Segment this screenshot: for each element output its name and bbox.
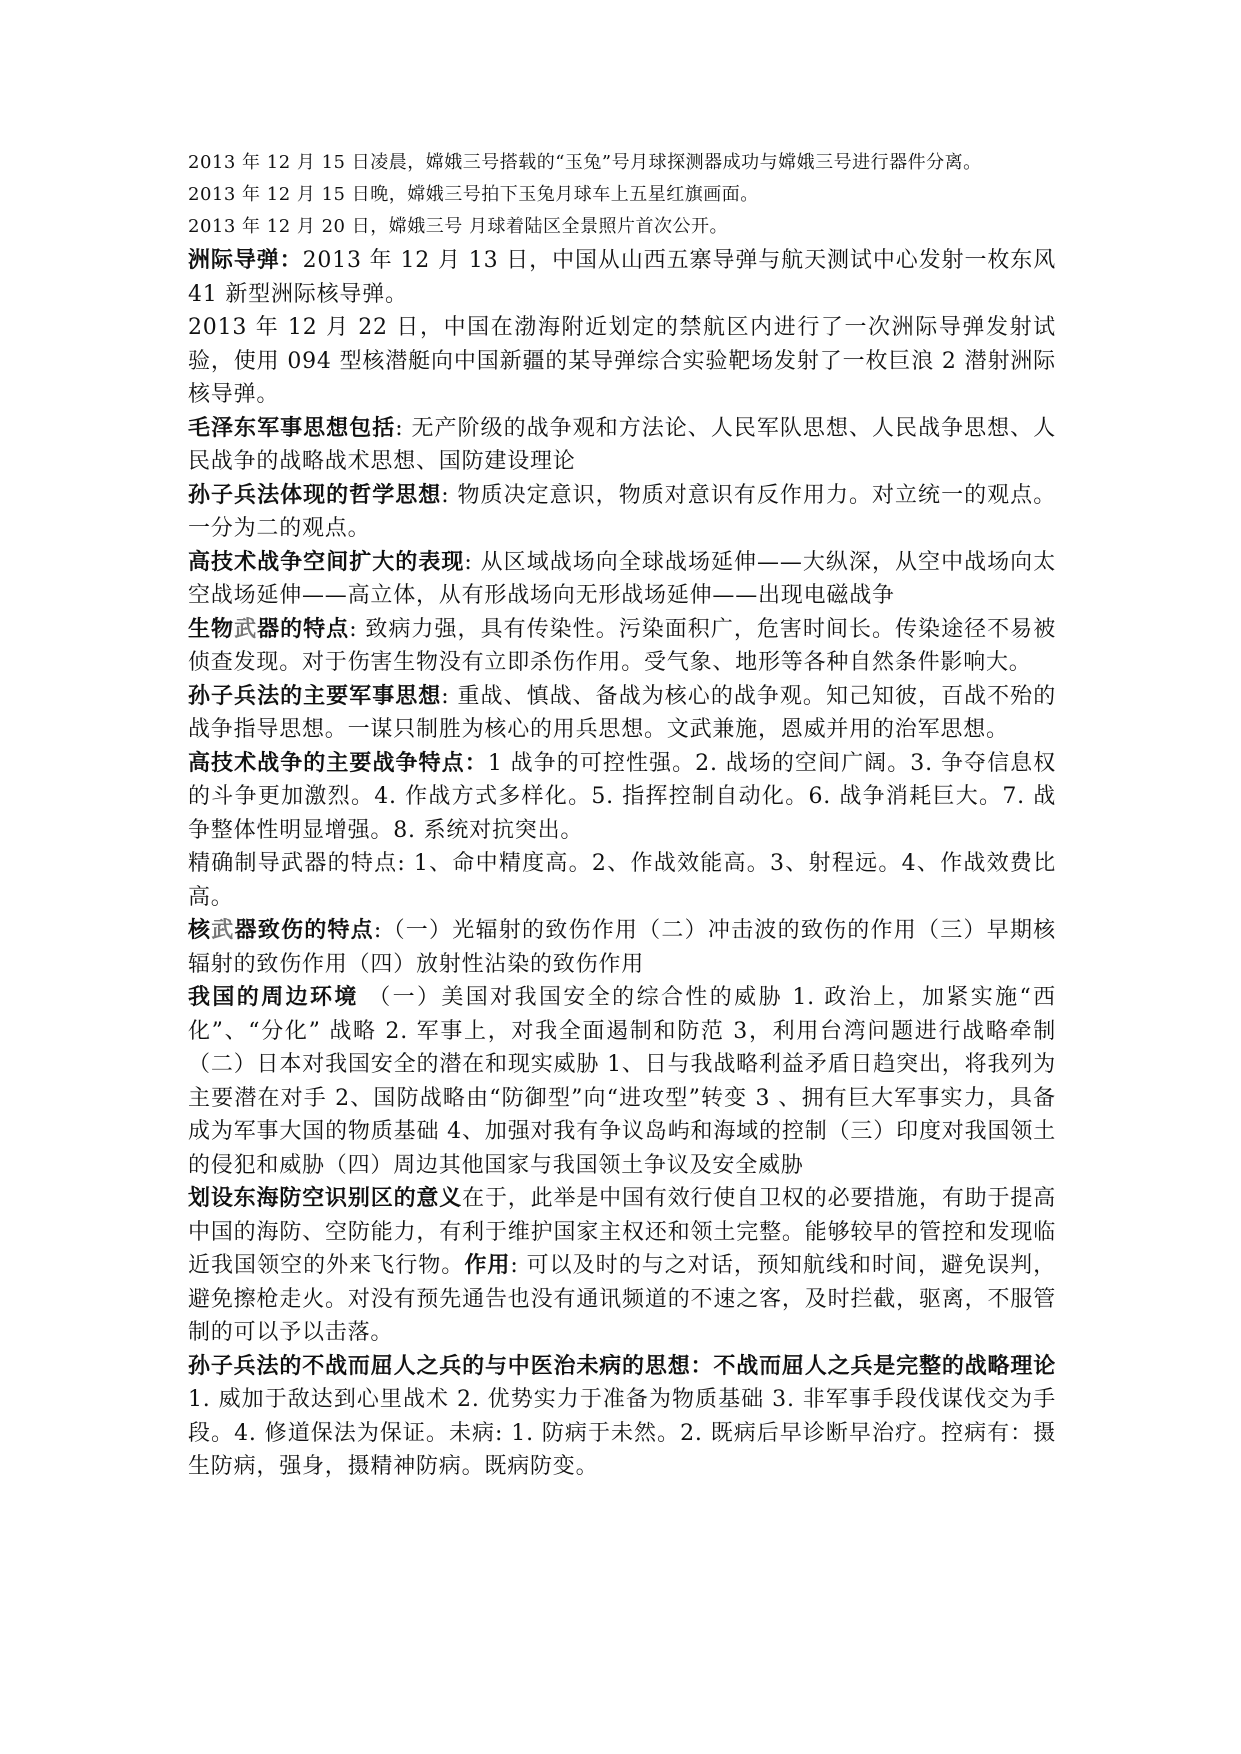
heading-part: 生物: [188, 616, 235, 642]
paragraph-icbm: [188, 244, 1056, 311]
document-page: [188, 148, 1056, 1484]
paragraph-heading: 孙子兵法的主要军事思想: [188, 683, 442, 709]
paragraph-text: : 致病力强，具有传染性。污染面积广，危害时间长。传染途径不易被侦查发现。对于伤害生物没有立即杀伤作用。受气象、地形等各种自然条件影响大。: [188, 616, 1056, 675]
paragraph-chang-e-flag-photo: [188, 180, 1056, 210]
paragraph-bio-weapons: [188, 613, 1056, 680]
paragraph-text: （一）美国对我国安全的综合性的威胁 1. 政治上，加紧实施“西化”、“分化” 战略 2. 军事上，对我全面遏制和防范 3，利用台湾问题进行战略牵制（二）日本对我国安全的潜在和现实威胁 1、日与我战略利益矛盾日趋突出，将我列为主要潜在对手 2、国防战略由“防御型”向“进攻型”转变 3 、拥有巨大军事实力，具备成为军事大国的物质基础 4、加强对我有争议岛屿和海域的控制（三）印度对我国领土的侵犯和威胁（四）周边其他国家与我国领土争议及安全威胁: [188, 985, 1056, 1178]
paragraph-heading: 划设东海防空识别区的意义: [188, 1186, 463, 1211]
heading-part: 器致伤的特点: [234, 918, 374, 943]
paragraph-text: : 无产阶级的战争观和方法论、人民军队思想、人民战争思想、人民战争的战略战术思想、国防建设理论: [188, 415, 1056, 474]
paragraph-heading: 高技术战争空间扩大的表现: [188, 549, 465, 575]
paragraph-heading: 孙子兵法体现的哲学思想: [188, 482, 442, 508]
paragraph-heading: 毛泽东军事思想包括: [188, 415, 396, 441]
paragraph-chang-e-panorama: [188, 212, 1056, 242]
paragraph-text: 2013 年 12 月 15 日凌晨，嫦娥三号搭载的“玉兔”号月球探测器成功与嫦娥三号进行器件分离。: [188, 152, 982, 173]
paragraph-heading: 洲际导弹：: [188, 248, 303, 273]
paragraph-precision-weapons: [188, 847, 1056, 914]
paragraph-text: 精确制导武器的特点: 1、命中精度高。2、作战效能高。3、射程远。4、作战效费比高。: [188, 851, 1056, 910]
paragraph-text: : 物质决定意识，物质对意识有反作用力。对立统一的观点。一分为二的观点。: [188, 482, 1056, 541]
paragraph-hightech-space: [188, 546, 1056, 613]
paragraph-periphery: [188, 981, 1056, 1182]
paragraph-text: : 可以及时的与之对话，预知航线和时间，避免误判，避免擦枪走火。对没有预先通告也没有通讯频道的不速之客，及时拦截，驱离，不服管制的可以予以击落。: [188, 1253, 1056, 1345]
paragraph-text: : 从区域战场向全球战场延伸——大纵深，从空中战场向太空战场延伸——高立体，从有形战场向无形战场延伸——出现电磁战争: [188, 549, 1056, 608]
paragraph-heading: 高技术战争的主要战争特点：: [188, 750, 488, 776]
paragraph-subheading: 作用: [464, 1253, 511, 1278]
paragraph-slbm: [188, 311, 1056, 412]
paragraph-text: 1 战争的可控性强。2. 战场的空间广阔。3. 争夺信息权的斗争更加激烈。4. 作战方式多样化。5. 指挥控制自动化。6. 战争消耗巨大。7. 战争整体性明显增强。8. 系统对抗突出。: [188, 750, 1056, 843]
paragraph-text: 2013 年 12 月 15 日晚，嫦娥三号拍下玉兔月球车上五星红旗画面。: [188, 184, 759, 205]
paragraph-heading: [188, 617, 349, 642]
paragraph-heading: [188, 918, 374, 943]
heading-part: 核: [188, 918, 212, 943]
paragraph-hightech-features: [188, 747, 1056, 848]
paragraph-adiz: [188, 1182, 1056, 1350]
paragraph-text: 1. 威加于敌达到心里战术 2. 优势实力于准备为物质基础 3. 非军事手段伐谋伐交为手段。4. 修道保法为保证。未病: 1. 防病于未然。2. 既病后早诊断早治疗。控病有：摄生防病，强身，摄精神防病。既病防变。: [188, 1387, 1056, 1479]
paragraph-heading: 我国的周边环境: [188, 985, 359, 1010]
heading-highlight: 武: [211, 918, 235, 943]
paragraph-text: 2013 年 12 月 13 日，中国从山西五寨导弹与航天测试中心发射一枚东风 41 新型洲际核导弹。: [188, 248, 1056, 307]
paragraph-text: : 重战、慎战、备战为核心的战争观。知己知彼，百战不殆的战争指导思想。一谋只制胜为核心的用兵思想。文武兼施，恩威并用的治军思想。: [188, 683, 1056, 742]
paragraph-sunzi-tcm: [188, 1350, 1056, 1484]
paragraph-text: 2013 年 12 月 20 日，嫦娥三号 月球着陆区全景照片首次公开。: [188, 216, 728, 237]
paragraph-sunzi-main-thought: [188, 680, 1056, 747]
heading-highlight: 武: [234, 616, 258, 642]
paragraph-sunzi-philosophy: [188, 479, 1056, 546]
paragraph-chang-e-separation: [188, 148, 1056, 178]
paragraph-mao-military-thought: [188, 412, 1056, 479]
paragraph-text: 2013 年 12 月 22 日，中国在渤海附近划定的禁航区内进行了一次洲际导弹发射试验，使用 094 型核潜艇向中国新疆的某导弹综合实验靶场发射了一枚巨浪 2 潜射洲际核导弹。: [188, 315, 1056, 407]
heading-part: 器的特点: [257, 616, 350, 642]
paragraph-heading: 孙子兵法的不战而屈人之兵的与中医治未病的思想：不战而屈人之兵是完整的战略理论: [188, 1353, 1056, 1379]
paragraph-text: :（一）光辐射的致伤作用（二）冲击波的致伤的作用（三）早期核辐射的致伤作用（四）放射性沾染的致伤作用: [188, 918, 1056, 977]
paragraph-text: 在于，此举是中国有效行使自卫权的必要措施，有助于提高中国的海防、空防能力，有利于维护国家主权还和领土完整。能够较早的管控和发现临近我国领空的外来飞行物。: [188, 1186, 1056, 1278]
paragraph-nuclear-effects: [188, 914, 1056, 981]
